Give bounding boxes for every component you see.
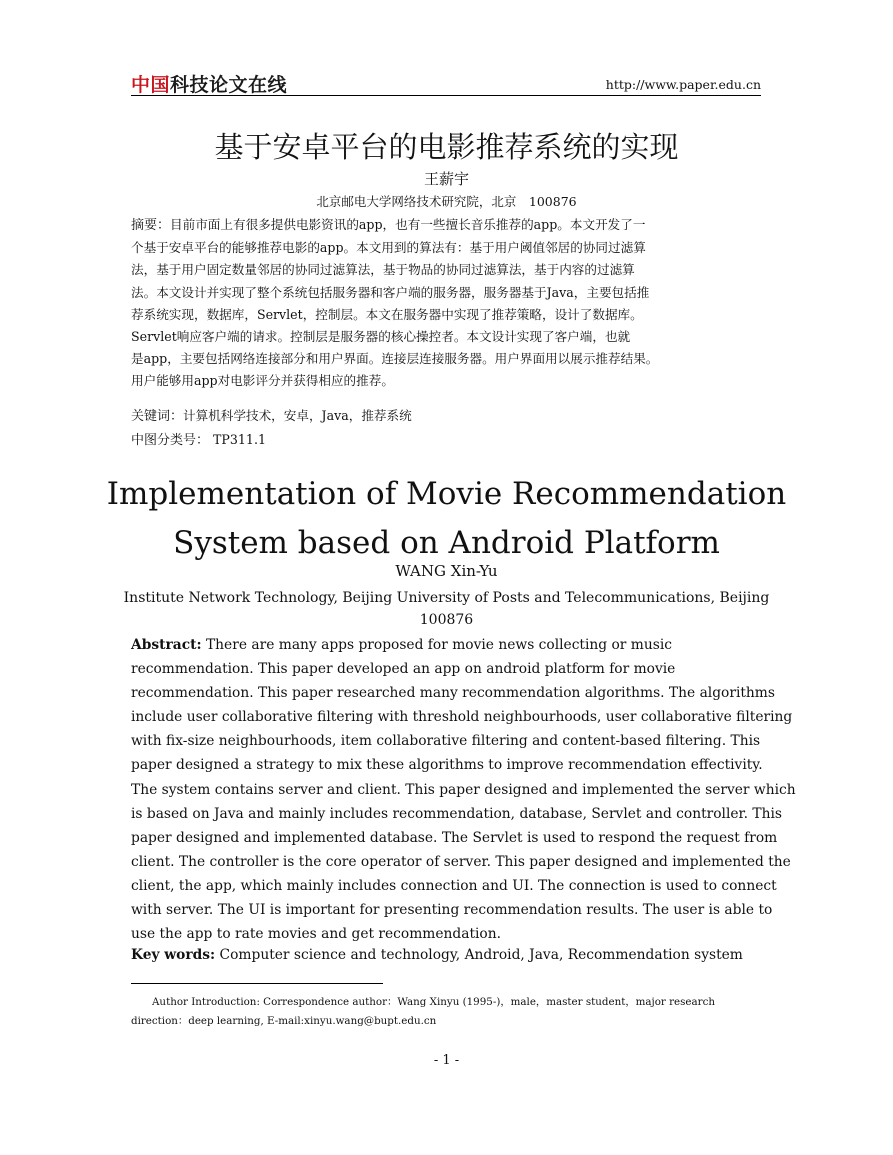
english-abstract [131, 633, 796, 946]
chinese-abstract-label: 摘要： [131, 218, 171, 233]
affiliation-line: Institute Network Technology, Beijing University of Posts and Telecommunications, Beijing [123, 590, 770, 606]
abstract-line: with server. The UI is important for presenting recommendation results. The user is able to [131, 902, 773, 919]
abstract-line-text: 目前市面上有很多提供电影资讯的app，也有一些擅长音乐推荐的app。本文开发了一 [170, 217, 646, 232]
site-logo [131, 70, 287, 97]
abstract-line: recommendation. This paper developed an app on android platform for movie [131, 661, 676, 678]
abstract-line: recommendation. This paper researched many recommendation algorithms. The algorithms [131, 685, 775, 702]
author-footnote [131, 993, 763, 1031]
abstract-line: 是app，主要包括网络连接部分和用户界面。连接层连接服务器。用户界面用以展示推荐结果。 [131, 351, 659, 367]
chinese-classification [131, 429, 763, 452]
abstract-line: is based on Java and mainly includes recommendation, database, Servlet and controller. This [131, 805, 782, 822]
abstract-line-text: There are many apps proposed for movie news collecting or music [205, 637, 672, 653]
abstract-line: use the app to rate movies and get recommendation. [131, 926, 502, 943]
english-keywords [131, 943, 763, 967]
abstract-line: paper designed and implemented database. The Servlet is used to respond the request from [131, 829, 778, 846]
abstract-line [131, 214, 763, 237]
abstract-line [131, 633, 763, 657]
footnote-line: direction：deep learning, E-mail:xinyu.wang@bupt.edu.cn [131, 1015, 437, 1027]
chinese-keywords-label: 关键词： [131, 409, 184, 424]
abstract-line: with fix-size neighbourhoods, item collaborative filtering and content-based filtering. This [131, 733, 761, 750]
english-affiliation [0, 587, 893, 631]
english-keywords-text: Computer science and technology, Android, Java, Recommendation system [219, 947, 743, 963]
abstract-line: 用户能够用app对电影评分并获得相应的推荐。 [131, 373, 394, 389]
english-title [0, 470, 893, 568]
abstract-line: client, the app, which mainly includes connection and UI. The connection is used to connect [131, 877, 777, 894]
chinese-abstract [131, 214, 763, 393]
chinese-keywords [131, 405, 763, 428]
chinese-affiliation: 北京邮电大学网络技术研究院，北京 100876 [316, 194, 577, 209]
english-title-line: Implementation of Movie Recommendation [106, 476, 787, 512]
abstract-line: The system contains server and client. This paper designed and implemented the server which [131, 781, 796, 798]
abstract-line: client. The controller is the core operator of server. This paper designed and implemented the [131, 853, 791, 870]
abstract-line: paper designed a strategy to mix these algorithms to improve recommendation effectivity. [131, 757, 763, 774]
english-author: WANG Xin-Yu [395, 562, 498, 580]
english-keywords-label: Key words: [131, 947, 216, 963]
abstract-line: 荐系统实现，数据库，Servlet，控制层。本文在服务器中实现了推荐策略，设计了数据库。 [131, 306, 643, 322]
chinese-author: 王薪宇 [423, 170, 469, 188]
abstract-line: Servlet响应客户端的请求。控制层是服务器的核心操控者。本文设计实现了客户端，也就 [131, 329, 631, 345]
footnote-divider [131, 983, 383, 984]
footnote-line: Author Introduction: Correspondence author：Wang Xinyu (1995-)，male，master student，major research [152, 996, 715, 1008]
page-number: - 1 - [433, 1053, 460, 1068]
chinese-title: 基于安卓平台的电影推荐系统的实现 [214, 130, 679, 164]
chinese-classification-label: 中图分类号： [131, 433, 210, 448]
logo-text: 科技论文在线 [170, 74, 288, 96]
abstract-line: 法，基于用户固定数量邻居的协同过滤算法，基于物品的协同过滤算法，基于内容的过滤算 [131, 262, 635, 278]
abstract-line: 法。本文设计并实现了整个系统包括服务器和客户端的服务器，服务器基于Java，主要包括推 [131, 284, 650, 300]
english-title-line: System based on Android Platform [173, 525, 720, 561]
header-url[interactable]: http://www.paper.edu.cn [605, 77, 761, 92]
chinese-keywords-text: 计算机科学技术，安卓，Java，推荐系统 [183, 408, 412, 423]
english-abstract-label: Abstract: [131, 637, 202, 653]
affiliation-line: 100876 [419, 612, 474, 628]
logo-red-text: 中国 [131, 74, 171, 96]
abstract-line: include user collaborative filtering with threshold neighbourhoods, user collaborative filtering [131, 709, 793, 726]
chinese-classification-code: TP311.1 [213, 432, 266, 447]
abstract-line: 个基于安卓平台的能够推荐电影的app。本文用到的算法有：基于用户阈值邻居的协同过滤算 [131, 240, 646, 256]
header-divider [131, 95, 761, 96]
